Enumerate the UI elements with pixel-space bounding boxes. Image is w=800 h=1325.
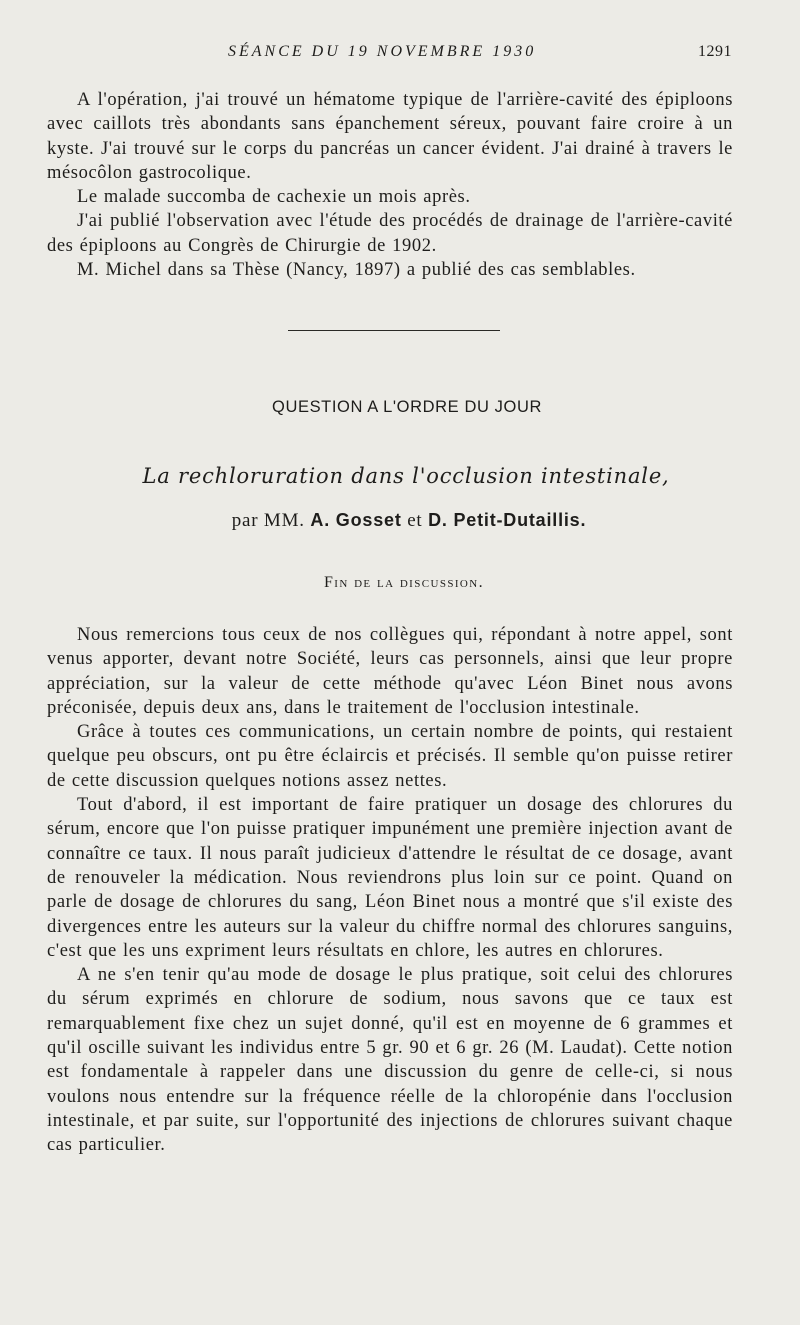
article-body — [47, 623, 733, 1158]
author-gosset: A. Gosset — [310, 510, 402, 530]
running-title: SÉANCE DU 19 NOVEMBRE 1930 — [228, 43, 537, 60]
article-title: La rechloruration dans l'occlusion intestinale, — [142, 464, 670, 488]
paragraph: Grâce à toutes ces communications, un certain nombre de points, qui restaient quelque peu obscurs, ont pu être éclaircis et précisés. Il semble qu'on puisse retirer de cette discussion quelques notions assez nettes. — [47, 722, 733, 791]
previous-article-conclusion — [47, 88, 733, 282]
paragraph: Le malade succomba de cachexie un mois après. — [77, 187, 471, 208]
authors-conjunction: et — [407, 510, 423, 531]
author-petit-dutaillis: D. Petit-Dutaillis. — [428, 510, 587, 530]
article-authors — [0, 510, 800, 532]
paragraph: Tout d'abord, il est important de faire pratiquer un dosage des chlorures du sérum, encore que l'on puisse pratiquer impunément une première injection avant de connaître ce taux. Il nous paraît judicieux d'attendre le résultat de ce dosage, avant de renouveler la médication. Nous reviendrons plus loin sur ce point. Quand on parle de dosage de chlorures du sang, Léon Binet nous a montré que s'il existe des divergences entre les auteurs sur la valeur du chiffre normal des chlorures sanguins, c'est que les uns expriment leurs résultats en chlore, les autres en chlorures. — [47, 795, 733, 961]
paragraph: A ne s'en tenir qu'au mode de dosage le plus pratique, soit celui des chlorures du sérum exprimés en chlorure de sodium, nous savons que ce taux est remarquablement fixe chez un sujet donné, qu'il est en moyenne de 6 grammes et qu'il oscille suivant les individus entre 5 gr. 90 et 6 gr. 26 (M. Laudat). Cette notion est fondamentale à rappeler dans une discussion du genre de celle-ci, si nous voulons nous entendre sur la fréquence réelle de la chloropénie dans l'occlusion intestinale, et par suite, sur l'opportunité des injections de chlorures suivant chaque cas particulier. — [47, 965, 733, 1156]
running-header — [0, 43, 800, 67]
article-subheading: Fin de la discussion. — [323, 574, 485, 591]
authors-prefix: par MM. — [231, 510, 305, 531]
paragraph: A l'opération, j'ai trouvé un hématome typique de l'arrière-cavité des épiploons avec caillots très abondants sans épanchement séreux, pouvant faire croire à un kyste. J'ai trouvé sur le corps du pancréas un cancer évident. J'ai drainé à travers le mésocôlon gastrocolique. — [47, 90, 733, 183]
section-divider — [288, 330, 500, 331]
page-number: 1291 — [698, 43, 732, 60]
paragraph: Nous remercions tous ceux de nos collègues qui, répondant à notre appel, sont venus apporter, devant notre Société, leurs cas personnels, ainsi que leur propre appréciation, sur la valeur de cette méthode qu'avec Léon Binet nous avons préconisée, depuis deux ans, dans le traitement de l'occlusion intestinale. — [47, 625, 733, 718]
paragraph: J'ai publié l'observation avec l'étude des procédés de drainage de l'arrière-cavité des épiploons au Congrès de Chirurgie de 1902. — [47, 211, 733, 256]
paragraph: M. Michel dans sa Thèse (Nancy, 1897) a publié des cas semblables. — [77, 260, 636, 281]
section-heading: QUESTION A L'ORDRE DU JOUR — [272, 398, 542, 416]
